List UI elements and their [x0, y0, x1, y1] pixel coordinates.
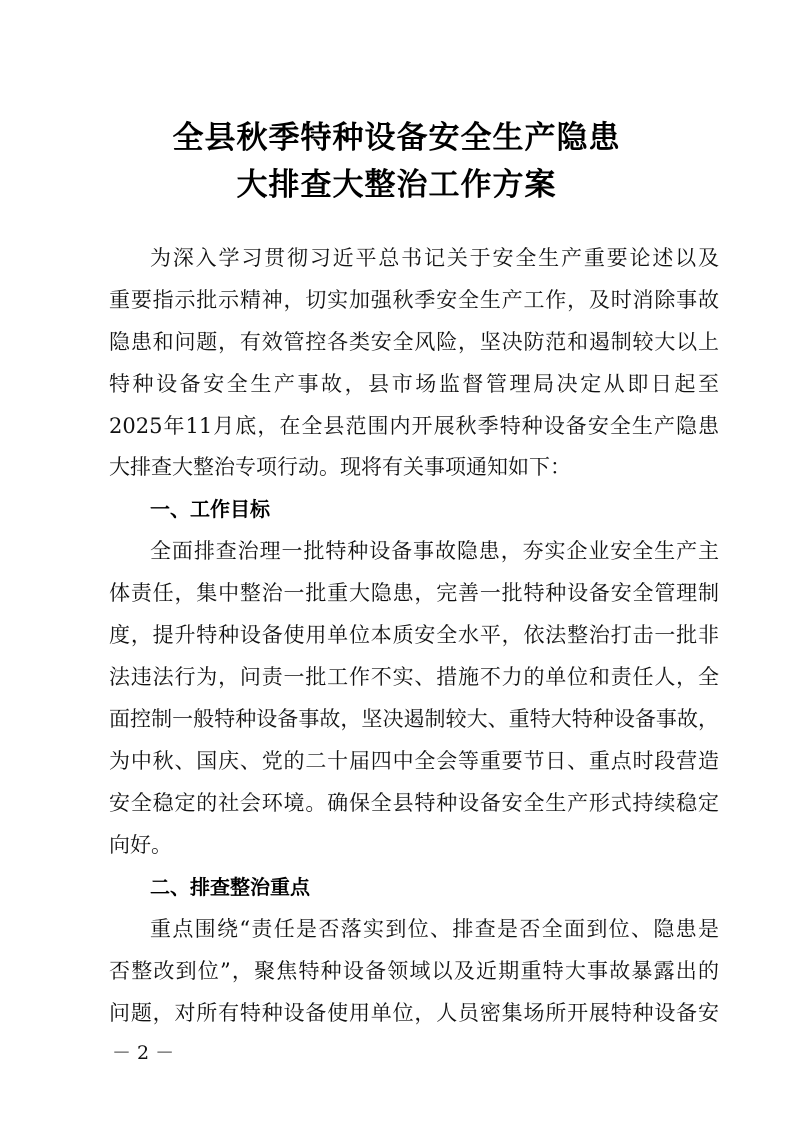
page-number: － 2 － — [112, 1042, 175, 1064]
section-2-line-1: 重点围绕“责任是否落实到位、排查是否全面到位、隐患是 — [150, 917, 719, 941]
intro-line-3: 隐患和问题，有效管控各类安全风险，坚决防范和遏制较大以上 — [109, 330, 719, 354]
section-1-line-1: 全面排查治理一批特种设备事故隐患，夯实企业安全生产主 — [150, 539, 719, 563]
document-title-line-2: 大排查大整治工作方案 — [236, 167, 557, 203]
section-2-line-3: 问题，对所有特种设备使用单位，人员密集场所开展特种设备安 — [109, 1001, 719, 1025]
intro-line-1: 为深入学习贯彻习近平总书记关于安全生产重要论述以及 — [150, 246, 719, 270]
section-1-line-5: 面控制一般特种设备事故，坚决遏制较大、重特大特种设备事故， — [109, 707, 719, 731]
section-1-line-3: 度，提升特种设备使用单位本质安全水平，依法整治打击一批非 — [109, 623, 719, 647]
section-1-line-8: 向好。 — [109, 833, 172, 857]
intro-line-6: 大排查大整治专项行动。现将有关事项通知如下： — [109, 455, 571, 479]
intro-line-5: 2025年11月底，在全县范围内开展秋季特种设备安全生产隐患 — [109, 414, 719, 438]
section-1-line-4: 法违法行为，问责一批工作不实、措施不力的单位和责任人，全 — [109, 665, 719, 689]
section-1-line-2: 体责任，集中整治一批重大隐患，完善一批特种设备安全管理制 — [109, 581, 719, 605]
section-2-line-2: 否整改到位”，聚焦特种设备领域以及近期重特大事故暴露出的 — [109, 959, 719, 983]
intro-line-2: 重要指示批示精神，切实加强秋季安全生产工作，及时消除事故 — [109, 288, 719, 312]
intro-line-4: 特种设备安全生产事故，县市场监督管理局决定从即日起至 — [109, 372, 719, 396]
section-2-heading: 二、排查整治重点 — [150, 875, 310, 899]
section-1-heading: 一、工作目标 — [150, 497, 270, 521]
section-1-line-7: 安全稳定的社会环境。确保全县特种设备安全生产形式持续稳定 — [109, 791, 719, 815]
document-title-line-1: 全县秋季特种设备安全生产隐患 — [172, 120, 621, 156]
section-1-line-6: 为中秋、国庆、党的二十届四中全会等重要节日、重点时段营造 — [109, 749, 719, 773]
